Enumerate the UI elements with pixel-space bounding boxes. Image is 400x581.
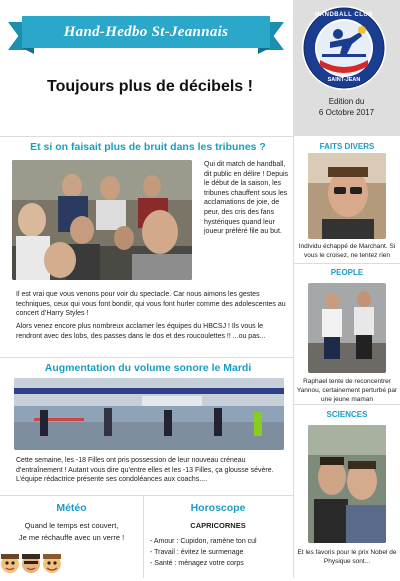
horoscope-line-travail: - Travail : évitez le surmenage xyxy=(150,549,244,556)
horoscope-sign: CAPRICORNES xyxy=(190,521,246,530)
edition-date xyxy=(293,96,400,118)
horoscope-title: Horoscope xyxy=(190,502,246,514)
gym-training-photo xyxy=(14,378,284,450)
banner-title: Hand-Hedbo St-Jeannais xyxy=(22,16,270,48)
horoscope-list xyxy=(150,536,290,569)
second-article-title: Augmentation du volume sonore le Mardi xyxy=(44,362,252,374)
people-caption: Raphael tente de reconcentrer Yannou, certainement perturbé par une jeune maman xyxy=(296,378,398,403)
people-photo xyxy=(308,283,386,373)
sciences-caption: Et les favoris pour le prix Nobel de Physique sont... xyxy=(297,549,397,565)
main-article-para2: Alors venez encore plus nombreux acclamer les équipes du HBCSJ ! Ils vous le rendront avec des lobs, des passes dans le dos et des roucoulettes !! ...ou pas... xyxy=(16,323,266,340)
meteo-title: Météo xyxy=(56,502,87,514)
meteo-text xyxy=(0,520,143,544)
people-title: PEOPLE xyxy=(330,268,364,277)
divider xyxy=(0,136,293,137)
club-logo xyxy=(300,4,388,92)
emoji-face-icon xyxy=(1,554,19,573)
emoji-faces xyxy=(0,550,62,576)
meteo-line1: Quand le temps est couvert, xyxy=(24,521,119,530)
divider xyxy=(0,495,293,496)
sciences-title: SCIENCES xyxy=(326,410,368,419)
page-headline: Toujours plus de décibels ! xyxy=(47,78,253,95)
sidebar-border xyxy=(293,136,294,578)
edition-line1: Edition du xyxy=(328,97,365,106)
horoscope-line-amour: - Amour : Cupidon, ramène ton cul xyxy=(150,538,257,545)
logo-text-bottom: SAINT-JEAN xyxy=(327,77,361,83)
horoscope-line-sante: - Santé : ménagez votre corps xyxy=(150,560,244,567)
divider xyxy=(294,263,400,264)
main-article-title: Et si on faisait plus de bruit dans les tribunes ? xyxy=(30,141,266,153)
divider xyxy=(294,404,400,405)
second-article-text: Cette semaine, les -18 Filles ont pris possession de leur nouveau créneau d’entraînement ! Autant vous dire qu’entre elles et les -13 Filles, ça glousse sévère. L’équipe rédactrice présente ses condoléances aux coachs.... xyxy=(16,457,274,484)
logo-text-top: HANDBALL CLUB xyxy=(314,12,374,18)
main-article-para1: Il est vrai que vous venons pour voir du spectacle. Car nous aimons les gestes techniques, ceux qui vous font bondir, qui vous font hurler comme des adolescentes au concert d’Harry Styles ! xyxy=(16,291,286,318)
banner-fold-left xyxy=(22,48,34,54)
meteo-line2: Je me réchauffe avec un verre ! xyxy=(18,533,125,542)
sciences-photo xyxy=(308,425,386,543)
divider xyxy=(0,357,293,358)
faits-divers-photo xyxy=(308,153,386,239)
title-banner xyxy=(8,14,284,62)
faits-divers-caption: Individu échappé de Marchant. Si vous le croisez, ne tentez rien xyxy=(298,243,396,259)
main-article-side-text: Qui dit match de handball, dit public en délire ! Depuis le début de la saison, les tribunes chauffent sous les acclamations de joie, de peur, des cris des fans hystériques quand leur joueur préféré file au but. xyxy=(204,161,289,236)
banner-fold-right xyxy=(258,48,270,54)
faits-divers-title: FAITS DIVERS xyxy=(319,142,375,151)
edition-line2: 6 Octobre 2017 xyxy=(318,108,375,117)
team-selfie-photo xyxy=(12,160,192,280)
